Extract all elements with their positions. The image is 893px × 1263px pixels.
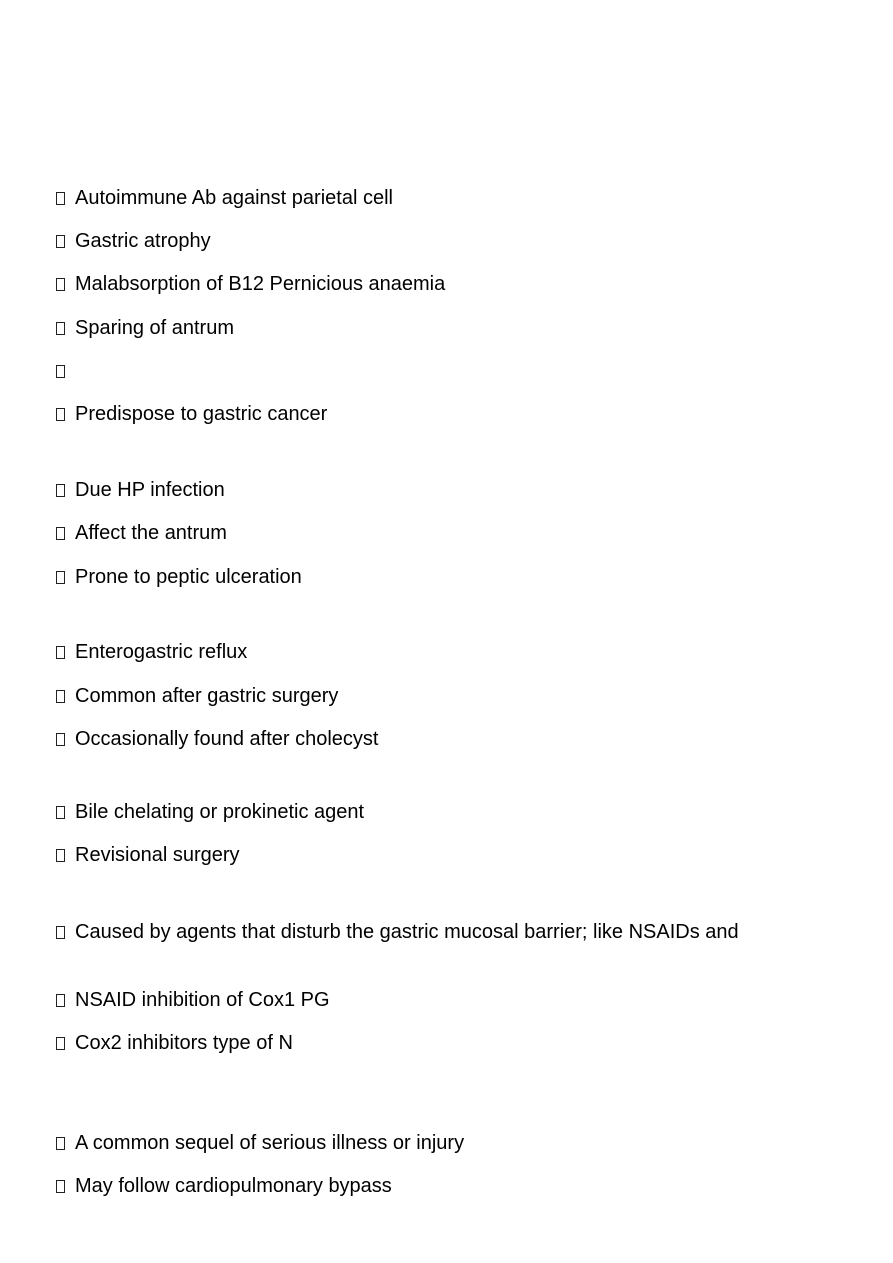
bullet-text: Common after gastric surgery xyxy=(75,685,339,707)
missing-glyph-bullet-icon xyxy=(56,484,65,497)
bullet-item xyxy=(56,1031,293,1055)
bullet-text: Bile chelating or prokinetic agent xyxy=(75,801,365,823)
bullet-text: Gastric atrophy xyxy=(75,230,211,252)
bullet-item xyxy=(56,988,330,1012)
bullet-text: Caused by agents that disturb the gastric mucosal barrier; like NSAIDs and xyxy=(75,921,739,943)
bullet-text: Autoimmune Ab against parietal cell xyxy=(75,187,393,209)
bullet-item xyxy=(56,920,739,944)
bullet-text: May follow cardiopulmonary bypass xyxy=(75,1175,392,1197)
bullet-item xyxy=(56,478,225,502)
missing-glyph-bullet-icon xyxy=(56,806,65,819)
bullet-text: Occasionally found after cholecyst xyxy=(75,728,379,750)
missing-glyph-bullet-icon xyxy=(56,733,65,746)
missing-glyph-bullet-icon xyxy=(56,1137,65,1150)
bullet-item xyxy=(56,800,364,824)
bullet-item xyxy=(56,1131,464,1155)
missing-glyph-bullet-icon xyxy=(56,571,65,584)
missing-glyph-bullet-icon xyxy=(56,365,65,378)
bullet-text: Prone to peptic ulceration xyxy=(75,566,302,588)
missing-glyph-bullet-icon xyxy=(56,322,65,335)
missing-glyph-bullet-icon xyxy=(56,408,65,421)
bullet-item xyxy=(56,727,379,751)
bullet-item xyxy=(56,565,302,589)
missing-glyph-bullet-icon xyxy=(56,1180,65,1193)
missing-glyph-bullet-icon xyxy=(56,646,65,659)
bullet-item xyxy=(56,359,75,383)
missing-glyph-bullet-icon xyxy=(56,690,65,703)
bullet-text: Revisional surgery xyxy=(75,844,240,866)
bullet-item xyxy=(56,316,234,340)
missing-glyph-bullet-icon xyxy=(56,278,65,291)
missing-glyph-bullet-icon xyxy=(56,192,65,205)
bullet-item xyxy=(56,1174,392,1198)
bullet-item xyxy=(56,186,393,210)
bullet-item xyxy=(56,272,445,296)
bullet-item xyxy=(56,640,247,664)
bullet-item xyxy=(56,521,227,545)
bullet-item xyxy=(56,229,211,253)
bullet-text: Sparing of antrum xyxy=(75,317,234,339)
missing-glyph-bullet-icon xyxy=(56,994,65,1007)
bullet-text: Due HP infection xyxy=(75,479,225,501)
bullet-text: Malabsorption of B12 Pernicious anaemia xyxy=(75,273,446,295)
bullet-text: A common sequel of serious illness or injury xyxy=(75,1132,465,1154)
missing-glyph-bullet-icon xyxy=(56,527,65,540)
missing-glyph-bullet-icon xyxy=(56,926,65,939)
bullet-item xyxy=(56,843,240,867)
bullet-text: Affect the antrum xyxy=(75,522,227,544)
missing-glyph-bullet-icon xyxy=(56,1037,65,1050)
bullet-text: Predispose to gastric cancer xyxy=(75,403,328,425)
bullet-item xyxy=(56,684,338,708)
bullet-text: NSAID inhibition of Cox1 PG xyxy=(75,989,330,1011)
bullet-text: Enterogastric reflux xyxy=(75,641,248,663)
bullet-text: Cox2 inhibitors type of N xyxy=(75,1032,293,1054)
bullet-item xyxy=(56,402,327,426)
missing-glyph-bullet-icon xyxy=(56,849,65,862)
missing-glyph-bullet-icon xyxy=(56,235,65,248)
